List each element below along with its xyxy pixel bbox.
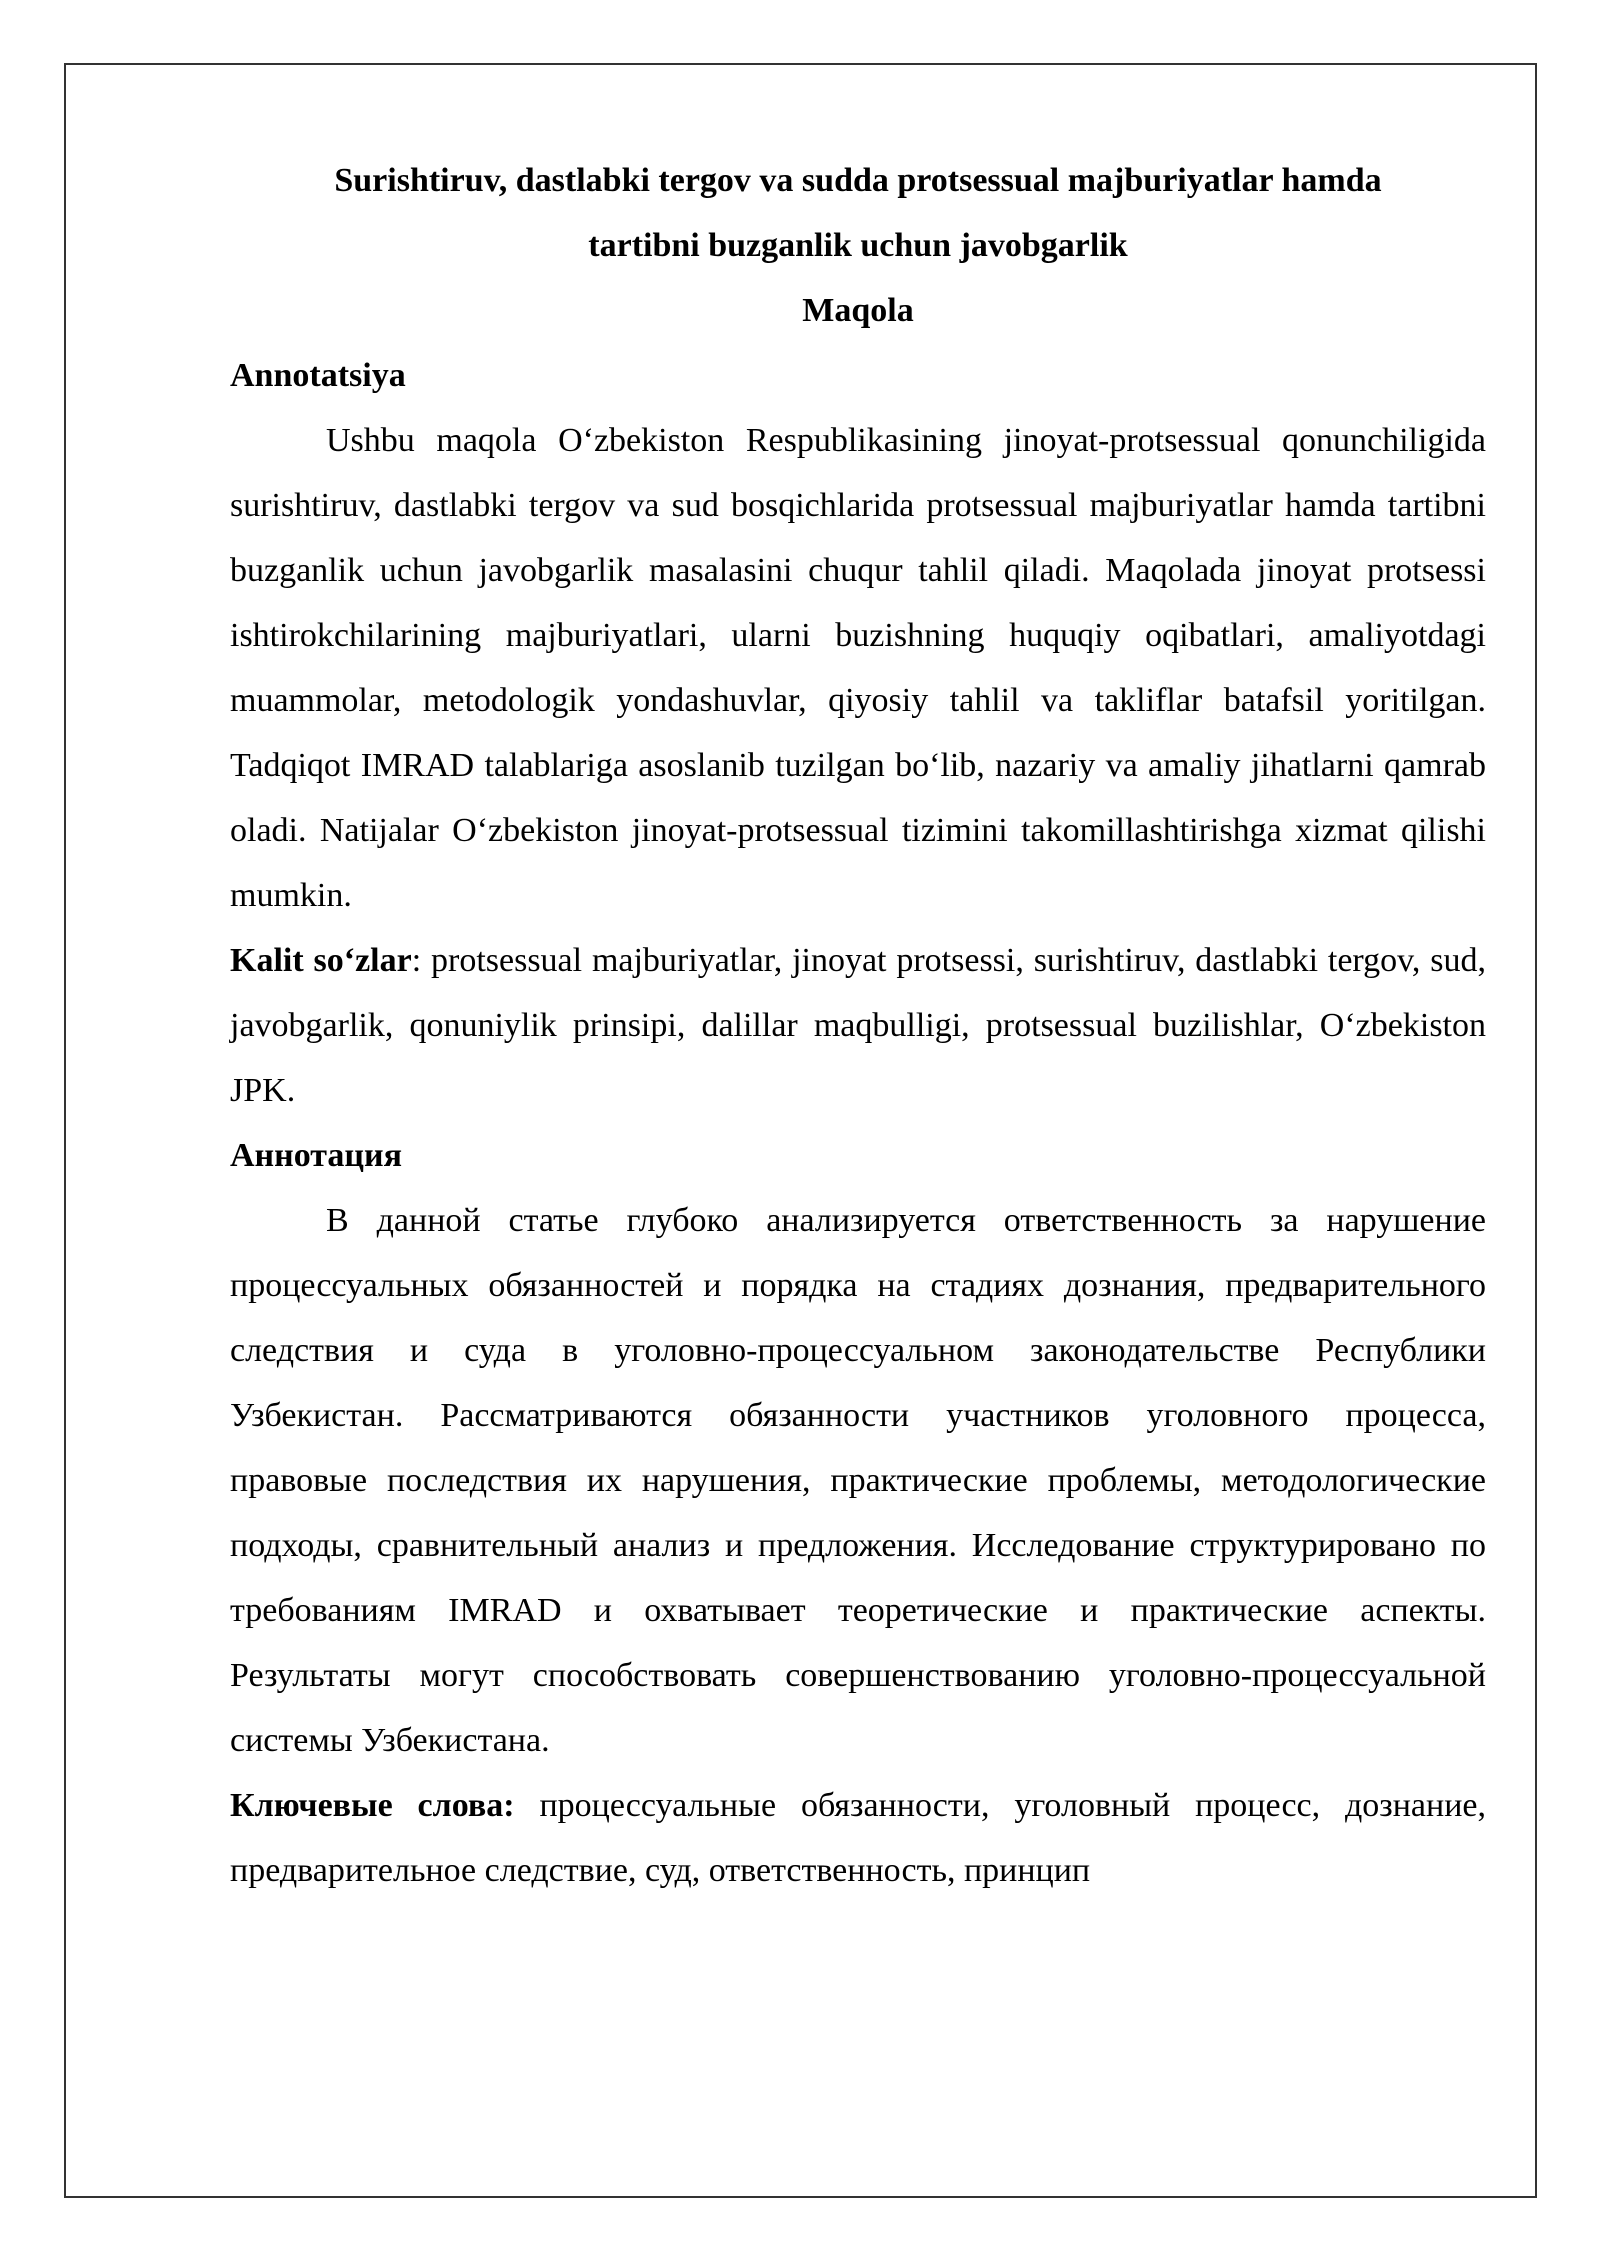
ru-keywords-text: процессуальные обязанности, уголовный процесс, дознание, предварительное следствие, суд, ответственность, принцип bbox=[230, 1787, 1487, 1889]
ru-abstract-text: В данной статье глубоко анализируется ответственность за нарушение процессуальных обязанностей и порядка на стадиях дознания, предварительного следствия и суда в уголовно-процессуальном законодательстве Республики Узбекистан. Рассматриваются обязанности участников уголовного процесса, правовые последствия их нарушения, практические проблемы, методологические подходы, сравнительный анализ и предложения. Исследование структурировано по требованиям IMRAD и охватывает теоретические и практические аспекты. Результаты могут способствовать совершенствованию уголовно-процессуальной системы Узбекистана. bbox=[230, 1202, 1486, 1759]
document-title bbox=[230, 148, 1486, 343]
document-body bbox=[230, 148, 1486, 1903]
title-line-1: Surishtiruv, dastlabki tergov va sudda protsessual majburiyatlar hamda bbox=[334, 162, 1382, 199]
ru-abstract-heading: Аннотация bbox=[230, 1137, 402, 1174]
uz-keywords bbox=[230, 928, 1486, 1123]
ru-keywords bbox=[230, 1773, 1486, 1903]
ru-keywords-label: Ключевые слова: bbox=[230, 1787, 515, 1824]
title-line-2: tartibni buzganlik uchun javobgarlik bbox=[588, 227, 1128, 264]
uz-abstract-text: Ushbu maqola O‘zbekiston Respublikasining jinoyat-protsessual qonunchiligida surishtiruv, dastlabki tergov va sud bosqichlarida protsessual majburiyatlar hamda tartibni buzganlik uchun javobgarlik masalasini chuqur tahlil qiladi. Maqolada jinoyat protsessi ishtirokchilarining majburiyatlari, ularni buzishning huquqiy oqibatlari, amaliyotdagi muammolar, metodologik yondashuvlar, qiyosiy tahlil va takliflar batafsil yoritilgan. Tadqiqot IMRAD talablariga asoslanib tuzilgan bo‘lib, nazariy va amaliy jihatlarni qamrab oladi. Natijalar O‘zbekiston jinoyat-protsessual tizimini takomillashtirishga xizmat qilishi mumkin. bbox=[230, 422, 1486, 914]
uz-keywords-label: Kalit so‘zlar bbox=[230, 942, 412, 979]
uz-abstract-heading: Annotatsiya bbox=[230, 357, 406, 394]
uz-keywords-text: : protsessual majburiyatlar, jinoyat protsessi, surishtiruv, dastlabki tergov, sud, javobgarlik, qonuniylik prinsipi, dalillar maqbulligi, protsessual buzilishlar, O‘zbekiston JPK. bbox=[230, 942, 1487, 1109]
document-subtitle: Maqola bbox=[802, 292, 914, 329]
